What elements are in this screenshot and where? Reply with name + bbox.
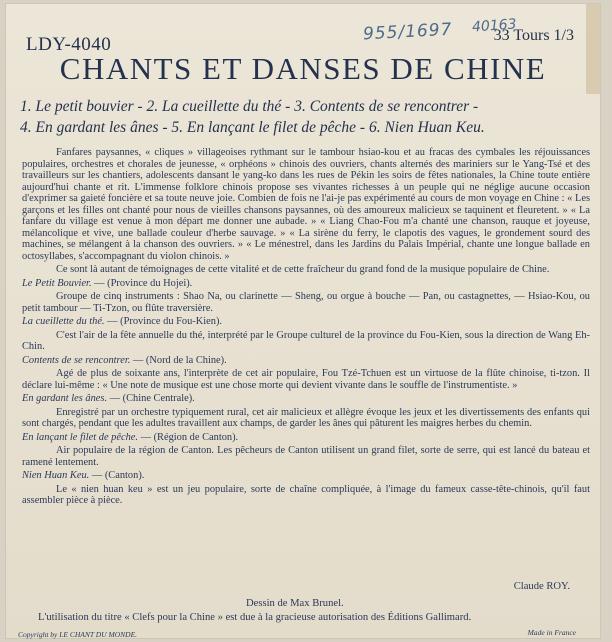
title-permission-credit: L'utilisation du titre « Clefs pour la Chine » est due à la gracieuse autorisation des Éditions Gallimard. (38, 612, 472, 623)
section-heading: En gardant les ânes. — (Chine Centrale). (22, 393, 195, 404)
intro-paragraph-2: Ce sont là autant de témoignages de cette vitalité et de cette fraîcheur du grand fond de la musique populaire de Chine. (56, 264, 550, 275)
copyright-line: Copyright by LE CHANT DU MONDE. (18, 630, 138, 639)
section-heading: Le Petit Bouvier. — (Province du Hojei). (22, 277, 193, 289)
section-heading: En lançant le filet de pêche. — (Région de Canton). (22, 431, 239, 443)
section-text: C'est l'air de la fête annuelle du thé, interprété par le Groupe culturel de la province du Fou-Kien, sous la direction de Wang Eh-Chin. (22, 329, 590, 352)
record-speed: 33 Tours 1/3 (493, 27, 574, 44)
track-list-line-2: 4. En gardant les ânes - 5. En lançant le filet de pêche - 6. Nien Huan Keu. (20, 119, 485, 136)
section-heading: Contents de se rencontrer. — (Nord de la Chine). (22, 354, 227, 366)
section-text: Le « nien huan keu » est un jeu populaire, sorte de chaîne compliquée, à l'image du fameux casse-tête-chinois, qu'il faut assembler pièce à pièce. (22, 483, 590, 506)
handwritten-number: 955/1697 (362, 19, 453, 45)
record-sleeve-back (6, 4, 600, 638)
liner-notes (22, 147, 590, 509)
track-list (20, 96, 590, 138)
album-title: CHANTS ET DANSES DE CHINE (59, 51, 547, 86)
made-in-label: Made in France (527, 628, 576, 637)
section-text: Agé de plus de soixante ans, l'interprète de cet air populaire, Fou Tzé-Tchuen est un virtuose de la flûte chinoise, ti-tzon. Il déclare lui-même : « Une note de musique est une chose morte qui devient vivante dans le souffle de l'instrumentiste. » (22, 368, 590, 391)
section-text: Air populaire de la région de Canton. Les pêcheurs de Canton utilisent un grand filet, sorte de serre, qui est lancé du bateau et ramené lentement. (22, 445, 590, 468)
intro-paragraph: Fanfares paysannes, « cliques » villageoises rythmant sur le tambour hsiao-kou et au fracas des cymbales les réjouissances populaires, orchestres et chorales de jeunesse, « orphéons » chinois des ouvriers, chants alternés des mariniers sur le Yang-Tsé et des travailleurs sur les chantiers, adolescents dansant le yang-ko dans les rues de Pékin les soirs de fêtes nationales, la Chine toute entière aujourd'hui chante et rit. L'immense folklore chinois propose ses vivantes richesses à un peuple qui ne néglige aucune occasion d'exprimer sa gaieté foncière et sa toute neuve joie. Combien de fois ne l'ai-je pas expérimenté au cours de mon voyage en Chine : « Les garçons et les filles ont chanté pour nous de vieilles chansons paysannes, où des amoureux malicieux se taquinent et fleuretent. » « La fanfare du village est venue à mon départ me donner une aubade. » « Liang Chao-Fou m'a chanté une chanson, rauque et joyeuse, mélancolique et vive, une ballade couleur d'herbe sauvage. » « La sirène du ferry, le clapotis des vagues, le grondement sourd des machines, se mélangent à la chanson des ouvriers. » « Le ménestrel, dans les Jardins du Palais Impérial, chante une longue ballade en octosyllabes, s'accompagnant du violon chinois. » (22, 147, 590, 262)
section-text: Groupe de cinq instruments : Shao Na, ou clarinette — Sheng, ou orgue à bouche — Pan, ou castagnettes, — Hsiao-Kou, ou petit tambour — Ti-Tzon, ou flûte traversière. (22, 291, 590, 314)
section-heading: La cueillette du thé. — (Province du Fou-Kien). (22, 316, 222, 327)
section-heading: Nien Huan Keu. — (Canton). (22, 470, 145, 481)
handwritten-code: 40163 (471, 16, 518, 36)
track-list-line-1: 1. Le petit bouvier - 2. La cueillette du thé - 3. Contents de se rencontrer - (20, 98, 479, 115)
catalog-number: LDY-4040 (26, 34, 112, 55)
section-text: Enregistré par un orchestre typiquement rural, cet air malicieux et allègre évoque les jeux et les divertissements des enfants qui sont chargés, pendant que les adultes travaillent aux champs, de garder les ânes qui pâturent les maigres herbes du chemin. (22, 406, 590, 429)
author-signature: Claude ROY. (513, 581, 570, 592)
drawing-credit: Dessin de Max Brunel. (246, 598, 344, 609)
